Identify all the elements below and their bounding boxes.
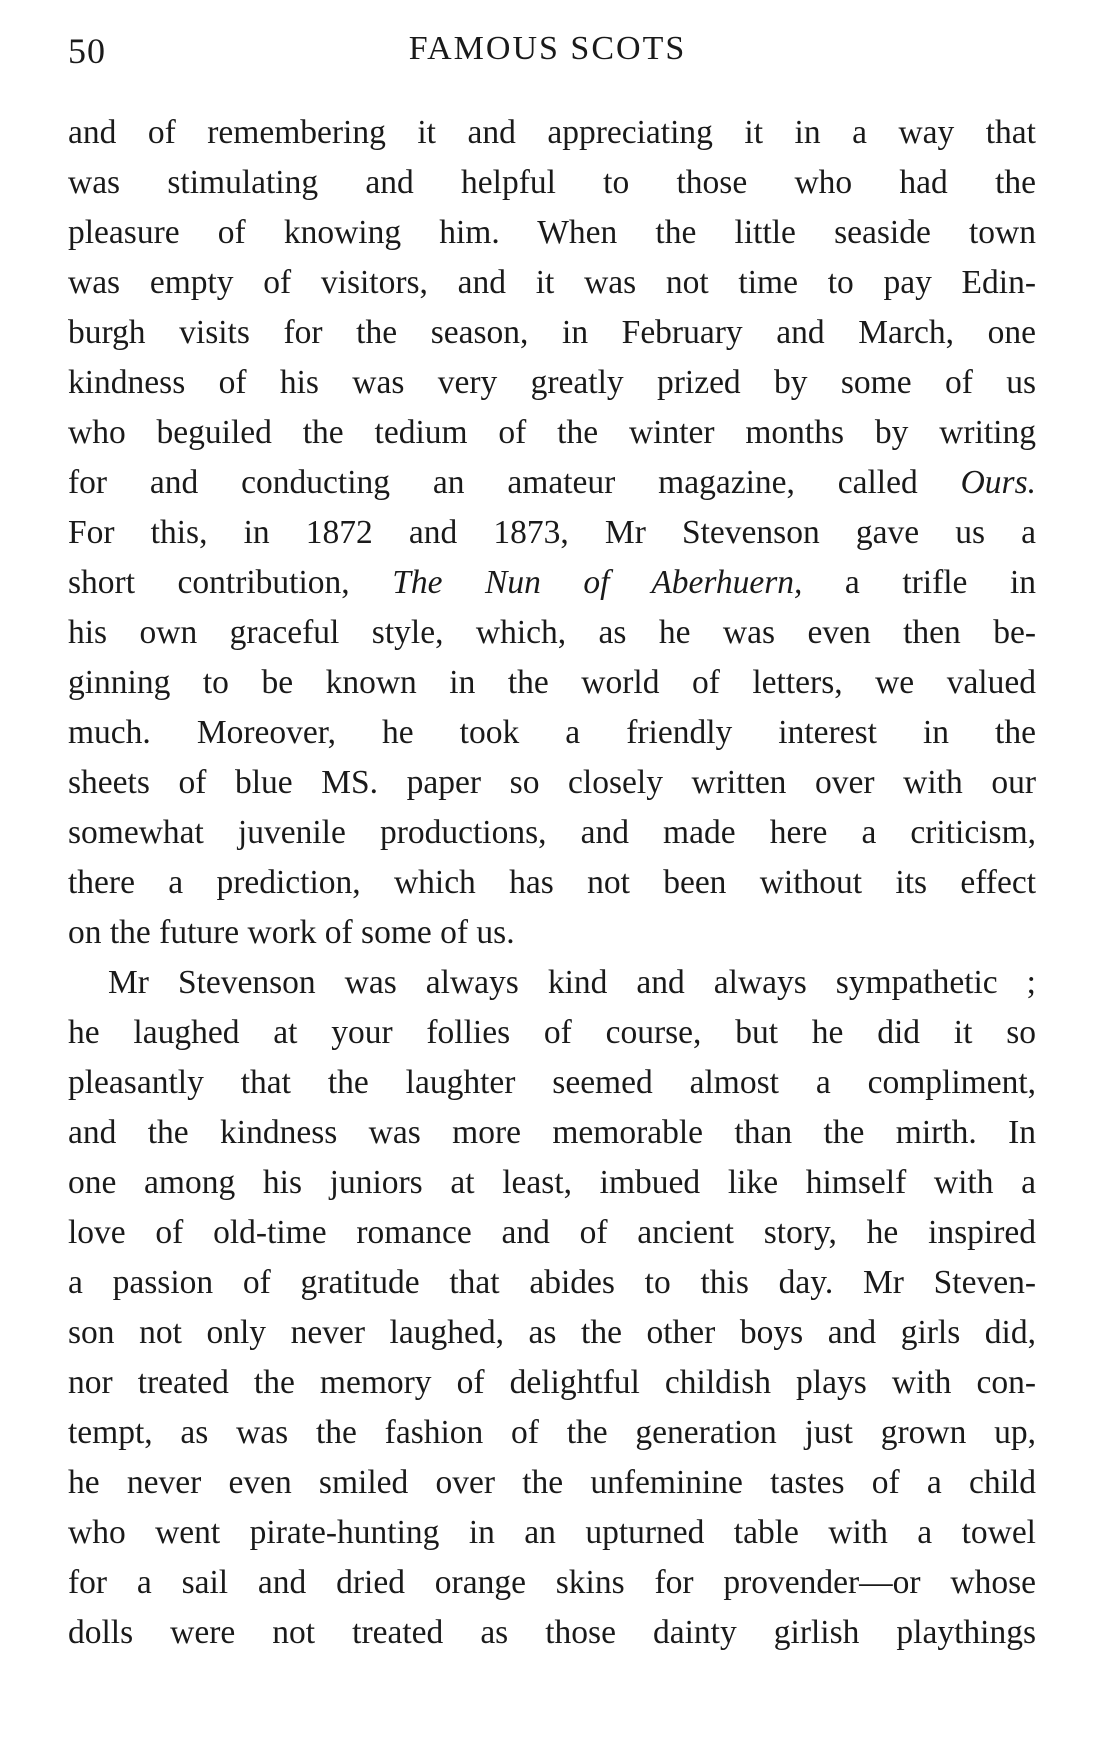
text-line: for a sail and dried orange skins for provender—or whose	[68, 1564, 1036, 1601]
text-line: sheets of blue MS. paper so closely written over with our	[68, 764, 1036, 801]
text-line: For this, in 1872 and 1873, Mr Stevenson gave us a	[68, 514, 1036, 551]
text-line: kindness of his was very greatly prized by some of us	[68, 364, 1036, 401]
text-line: son not only never laughed, as the other boys and girls did,	[68, 1314, 1036, 1351]
text-line: much. Moreover, he took a friendly interest in the	[68, 714, 1036, 751]
text-line: his own graceful style, which, as he was even then be-	[68, 614, 1036, 651]
text-segment: for and conducting an amateur magazine, called	[68, 464, 961, 501]
page-number: 50	[68, 31, 106, 71]
text-line: burgh visits for the season, in February and March, one	[68, 314, 1036, 351]
story-title: The Nun of Aberhuern,	[392, 564, 803, 601]
text-line: who went pirate-hunting in an upturned table with a towel	[68, 1514, 1036, 1551]
text-line: somewhat juvenile productions, and made here a criticism,	[68, 814, 1036, 851]
text-line: tempt, as was the fashion of the generation just grown up,	[68, 1414, 1036, 1451]
magazine-title: Ours.	[960, 464, 1036, 501]
text-line: one among his juniors at least, imbued like himself with a	[68, 1164, 1036, 1201]
text-segment: a trifle in	[802, 564, 1037, 601]
text-line	[68, 458, 1036, 508]
text-line: on the future work of some of us.	[68, 914, 515, 951]
text-line: pleasantly that the laughter seemed almost a compliment,	[68, 1064, 1036, 1101]
text-line: a passion of gratitude that abides to this day. Mr Steven-	[68, 1264, 1036, 1301]
paragraph-1	[68, 108, 1036, 958]
body-text	[68, 108, 1036, 1658]
text-line: ginning to be known in the world of letters, we valued	[68, 664, 1036, 701]
text-line: he laughed at your follies of course, but he did it so	[68, 1014, 1036, 1051]
text-line: was empty of visitors, and it was not time to pay Edin-	[68, 264, 1036, 301]
text-line: there a prediction, which has not been without its effect	[68, 864, 1036, 901]
text-line: Mr Stevenson was always kind and always sympathetic ;	[108, 964, 1036, 1001]
text-line: who beguiled the tedium of the winter months by writing	[68, 414, 1036, 451]
text-line: pleasure of knowing him. When the little seaside town	[68, 214, 1036, 251]
text-line: and of remembering it and appreciating it in a way that	[68, 114, 1036, 151]
text-line: he never even smiled over the unfeminine tastes of a child	[68, 1464, 1036, 1501]
paragraph-2	[68, 958, 1036, 1658]
running-title: FAMOUS SCOTS	[408, 30, 687, 67]
text-line: love of old-time romance and of ancient story, he inspired	[68, 1214, 1036, 1251]
text-line: nor treated the memory of delightful childish plays with con-	[68, 1364, 1036, 1401]
page-header	[0, 26, 1095, 86]
text-line: dolls were not treated as those dainty girlish playthings	[68, 1614, 1036, 1651]
text-line	[68, 558, 1036, 608]
text-line: was stimulating and helpful to those who had the	[68, 164, 1036, 201]
text-line: and the kindness was more memorable than the mirth. In	[68, 1114, 1036, 1151]
text-segment: short contribution,	[68, 564, 393, 601]
